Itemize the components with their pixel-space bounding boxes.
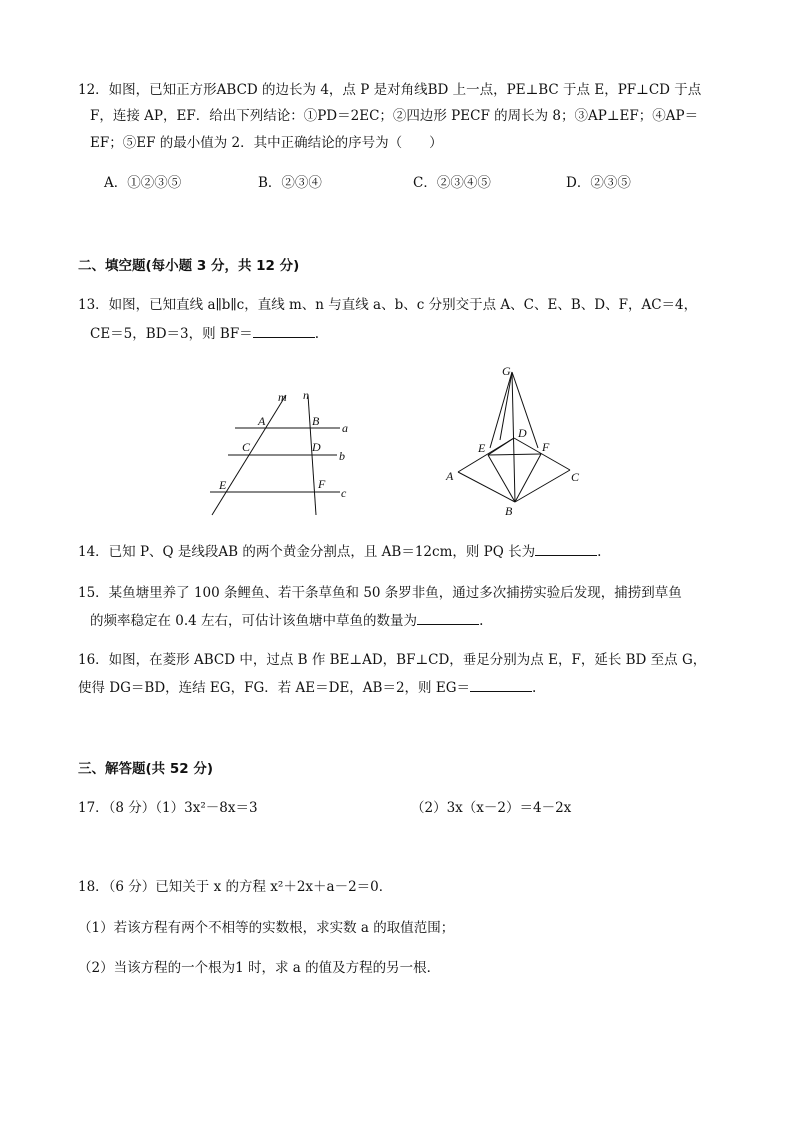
label-a: a: [342, 421, 348, 435]
q12-line2: F，连接 AP，EF．给出下列结论：①PD＝2EC；②四边形 PECF 的周长为 8；③AP⊥EF；④AP＝: [90, 108, 699, 124]
q17-part1: 17．（8 分）（1）3x²－8x＝3: [78, 800, 258, 816]
q16-text: 使得 DG＝BD，连结 EG，FG．若 AE＝DE，AB＝2，则 EG＝: [78, 680, 470, 696]
label-E: E: [219, 478, 227, 492]
q18-sub2: （2）当该方程的一个根为1 时，求 a 的值及方程的另一根．: [78, 960, 441, 976]
q12-option-c: C．②③④⑤: [413, 175, 491, 191]
section-3-title: 三、解答题(共 52 分): [78, 761, 214, 777]
q13-period: .: [314, 326, 319, 342]
q16-answer-blank: [470, 677, 532, 692]
q15-period: .: [479, 613, 484, 629]
label-D2: D: [518, 426, 527, 440]
q12-line3: EF；⑤EF 的最小值为 2．其中正确结论的序号为（ ）: [90, 135, 443, 151]
q13-answer-blank: [253, 323, 315, 338]
q12-option-b: B．②③④: [258, 175, 322, 191]
label-A2: A: [446, 469, 454, 483]
q13-text: CE＝5，BD＝3，则 BF＝: [90, 326, 253, 342]
label-E2: E: [478, 441, 486, 455]
label-c: c: [341, 486, 347, 500]
q12-option-d: D．②③⑤: [566, 175, 631, 191]
label-B2: B: [505, 504, 513, 518]
q18-stem: 18．（6 分）已知关于 x 的方程 x²＋2x＋a－2＝0．: [78, 879, 393, 895]
label-F2: F: [542, 440, 550, 454]
label-b: b: [339, 449, 345, 463]
q16-period: .: [532, 680, 537, 696]
q14-answer-blank: [535, 541, 597, 556]
q16-line2: [78, 677, 536, 698]
label-G: G: [502, 364, 511, 378]
section-2-title: 二、填空题(每小题 3 分，共 12 分): [78, 258, 300, 274]
q12-line1: 12．如图，已知正方形ABCD 的边长为 4，点 P 是对角线BD 上一点，PE⊥BC 于点 E，PF⊥CD 于点: [78, 82, 702, 98]
label-n: n: [303, 388, 309, 402]
q17-part2: （2）3x（x－2）＝4－2x: [411, 800, 572, 816]
q14-period: .: [597, 544, 602, 560]
q16-line1: 16．如图，在菱形 ABCD 中，过点 B 作 BE⊥AD，BF⊥CD，垂足分别为点 E，F，延长 BD 至点 G，: [78, 652, 707, 668]
q12-option-a: A．①②③⑤: [104, 175, 182, 191]
figure-rhombus: [440, 360, 590, 520]
q15-answer-blank: [417, 610, 479, 625]
figure-parallel-lines: [200, 385, 370, 520]
q15-line2: [90, 610, 483, 631]
label-D: D: [312, 440, 321, 454]
label-C2: C: [571, 470, 580, 484]
label-F: F: [318, 477, 326, 491]
label-A: A: [258, 414, 266, 428]
q15-line1: 15．某鱼塘里养了 100 条鲤鱼、若干条草鱼和 50 条罗非鱼，通过多次捕捞实验后发现，捕捞到草鱼: [78, 585, 682, 601]
label-C: C: [242, 440, 251, 454]
label-m: m: [278, 390, 287, 404]
q14-line: [78, 541, 601, 562]
label-B: B: [312, 414, 320, 428]
q14-text: 14．已知 P、Q 是线段AB 的两个黄金分割点，且 AB＝12cm，则 PQ 长为: [78, 544, 536, 560]
seg-EF: [488, 454, 541, 455]
q13-line2: [90, 323, 319, 344]
q13-line1: 13．如图，已知直线 a∥b∥c，直线 m、n 与直线 a、b、c 分别交于点 A、C、E、B、D、F，AC＝4，: [78, 297, 698, 313]
q18-sub1: （1）若该方程有两个不相等的实数根，求实数 a 的取值范围；: [78, 920, 455, 936]
q15-text: 的频率稳定在 0.4 左右，可估计该鱼塘中草鱼的数量为: [90, 613, 418, 629]
seg-GB: [512, 372, 515, 502]
